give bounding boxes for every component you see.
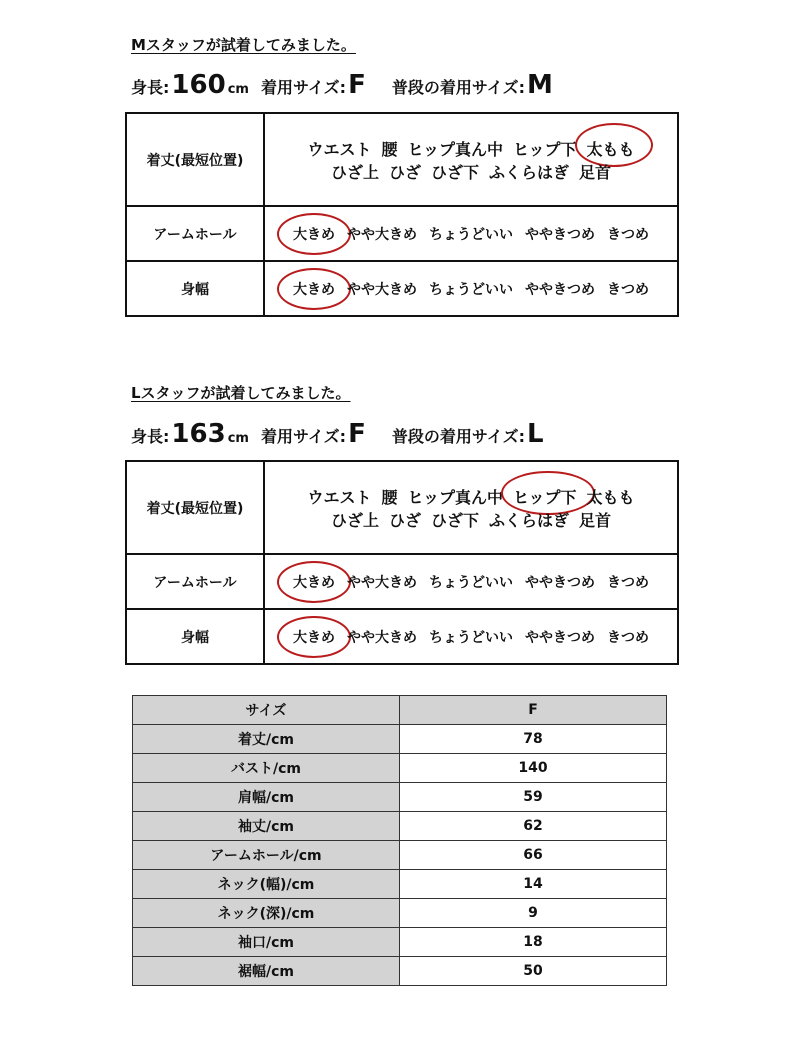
fit-option: やや大きめ bbox=[347, 226, 417, 243]
height-value: 160 bbox=[171, 70, 226, 100]
armhole-options bbox=[264, 554, 678, 609]
length-option: ひざ bbox=[388, 162, 421, 182]
width-label: 身幅 bbox=[126, 609, 264, 664]
length-options bbox=[264, 461, 678, 554]
size-row-value: 14 bbox=[400, 870, 667, 899]
length-option: ヒップ下 bbox=[513, 139, 577, 159]
length-label: 着丈(最短位置) bbox=[126, 461, 264, 554]
size-table-row bbox=[133, 957, 667, 986]
size-row-label: 袖口/cm bbox=[133, 928, 400, 957]
fit-option: ややきつめ bbox=[525, 281, 595, 298]
staff-stats bbox=[131, 70, 553, 100]
usual-size-label: 普段の着用サイズ: bbox=[391, 427, 525, 446]
size-row-label: ネック(幅)/cm bbox=[133, 870, 400, 899]
armhole-label: アームホール bbox=[126, 206, 264, 261]
length-option: 太もも bbox=[586, 487, 635, 507]
length-option: 腰 bbox=[381, 487, 398, 507]
length-option: ひざ bbox=[388, 510, 421, 530]
size-table-row bbox=[133, 870, 667, 899]
fit-table bbox=[125, 460, 679, 665]
size-row-value: 9 bbox=[400, 899, 667, 928]
length-option: ひざ上 bbox=[330, 162, 379, 182]
fit-option: やや大きめ bbox=[347, 629, 417, 646]
size-row-value: 62 bbox=[400, 812, 667, 841]
length-option: 足首 bbox=[579, 510, 612, 530]
fit-option: きつめ bbox=[607, 226, 649, 243]
length-line-1 bbox=[265, 137, 677, 160]
armhole-options bbox=[264, 206, 678, 261]
width-options bbox=[264, 261, 678, 316]
wear-size-value: F bbox=[348, 419, 366, 449]
height-label: 身長: bbox=[131, 78, 170, 97]
size-header-value: F bbox=[400, 696, 667, 725]
length-option: 腰 bbox=[381, 139, 398, 159]
size-row-value: 59 bbox=[400, 783, 667, 812]
size-table-row bbox=[133, 783, 667, 812]
length-option: ウエスト bbox=[307, 487, 372, 507]
length-line-2 bbox=[265, 508, 677, 531]
height-unit: cm bbox=[227, 82, 249, 97]
size-table-row bbox=[133, 754, 667, 783]
size-row-value: 140 bbox=[400, 754, 667, 783]
length-option: ふくらはぎ bbox=[489, 510, 570, 530]
fit-option: やや大きめ bbox=[347, 281, 417, 298]
wear-size-label: 着用サイズ: bbox=[260, 78, 347, 97]
size-spec-table bbox=[132, 695, 667, 986]
wear-size-label: 着用サイズ: bbox=[260, 427, 347, 446]
size-row-label: 袖丈/cm bbox=[133, 812, 400, 841]
size-row-value: 78 bbox=[400, 725, 667, 754]
width-options bbox=[264, 609, 678, 664]
fit-option: ちょうどいい bbox=[429, 226, 513, 243]
length-option: 太もも bbox=[587, 137, 635, 160]
length-option: ヒップ真ん中 bbox=[407, 487, 503, 507]
length-option: ヒップ下 bbox=[513, 485, 577, 508]
size-row-label: 着丈/cm bbox=[133, 725, 400, 754]
size-row-label: バスト/cm bbox=[133, 754, 400, 783]
height-unit: cm bbox=[227, 431, 249, 446]
size-row-label: ネック(深)/cm bbox=[133, 899, 400, 928]
length-option: ひざ下 bbox=[430, 510, 479, 530]
size-row-value: 50 bbox=[400, 957, 667, 986]
length-options bbox=[264, 113, 678, 206]
fit-option: ちょうどいい bbox=[429, 629, 513, 646]
size-table-row bbox=[133, 928, 667, 957]
size-row-label: 裾幅/cm bbox=[133, 957, 400, 986]
size-row-value: 66 bbox=[400, 841, 667, 870]
length-option: ひざ上 bbox=[330, 510, 379, 530]
length-option: ひざ下 bbox=[430, 162, 479, 182]
length-option: ヒップ真ん中 bbox=[407, 139, 503, 159]
height-value: 163 bbox=[171, 419, 226, 449]
width-label: 身幅 bbox=[126, 261, 264, 316]
fit-option: ちょうどいい bbox=[429, 574, 513, 591]
size-header-label: サイズ bbox=[133, 696, 400, 725]
size-row-label: 肩幅/cm bbox=[133, 783, 400, 812]
length-option: 足首 bbox=[579, 162, 612, 182]
usual-size-label: 普段の着用サイズ: bbox=[391, 78, 525, 97]
size-table-row bbox=[133, 899, 667, 928]
height-label: 身長: bbox=[131, 427, 170, 446]
length-line-1 bbox=[265, 485, 677, 508]
fit-option: 大きめ bbox=[293, 627, 335, 647]
size-table-row bbox=[133, 841, 667, 870]
fit-option: きつめ bbox=[607, 281, 649, 298]
length-option: ウエスト bbox=[307, 139, 372, 159]
fit-option: やや大きめ bbox=[347, 574, 417, 591]
length-option: ふくらはぎ bbox=[489, 162, 570, 182]
size-table-row bbox=[133, 812, 667, 841]
fit-option: ややきつめ bbox=[525, 574, 595, 591]
section-heading: Lスタッフが試着してみました。 bbox=[131, 384, 351, 402]
fit-option: きつめ bbox=[607, 629, 649, 646]
usual-size-value: M bbox=[526, 70, 553, 100]
size-row-label: アームホール/cm bbox=[133, 841, 400, 870]
fit-option: きつめ bbox=[607, 574, 649, 591]
usual-size-value: L bbox=[526, 419, 544, 449]
wear-size-value: F bbox=[348, 70, 366, 100]
size-row-value: 18 bbox=[400, 928, 667, 957]
fit-option: 大きめ bbox=[293, 224, 335, 244]
length-label: 着丈(最短位置) bbox=[126, 113, 264, 206]
section-heading: Mスタッフが試着してみました。 bbox=[131, 36, 356, 54]
staff-stats bbox=[131, 419, 544, 449]
size-table-header bbox=[133, 696, 667, 725]
fit-option: 大きめ bbox=[293, 279, 335, 299]
fit-option: ややきつめ bbox=[525, 226, 595, 243]
size-table-row bbox=[133, 725, 667, 754]
fit-option: ちょうどいい bbox=[429, 281, 513, 298]
fit-table bbox=[125, 112, 679, 317]
fit-option: ややきつめ bbox=[525, 629, 595, 646]
fit-option: 大きめ bbox=[293, 572, 335, 592]
armhole-label: アームホール bbox=[126, 554, 264, 609]
